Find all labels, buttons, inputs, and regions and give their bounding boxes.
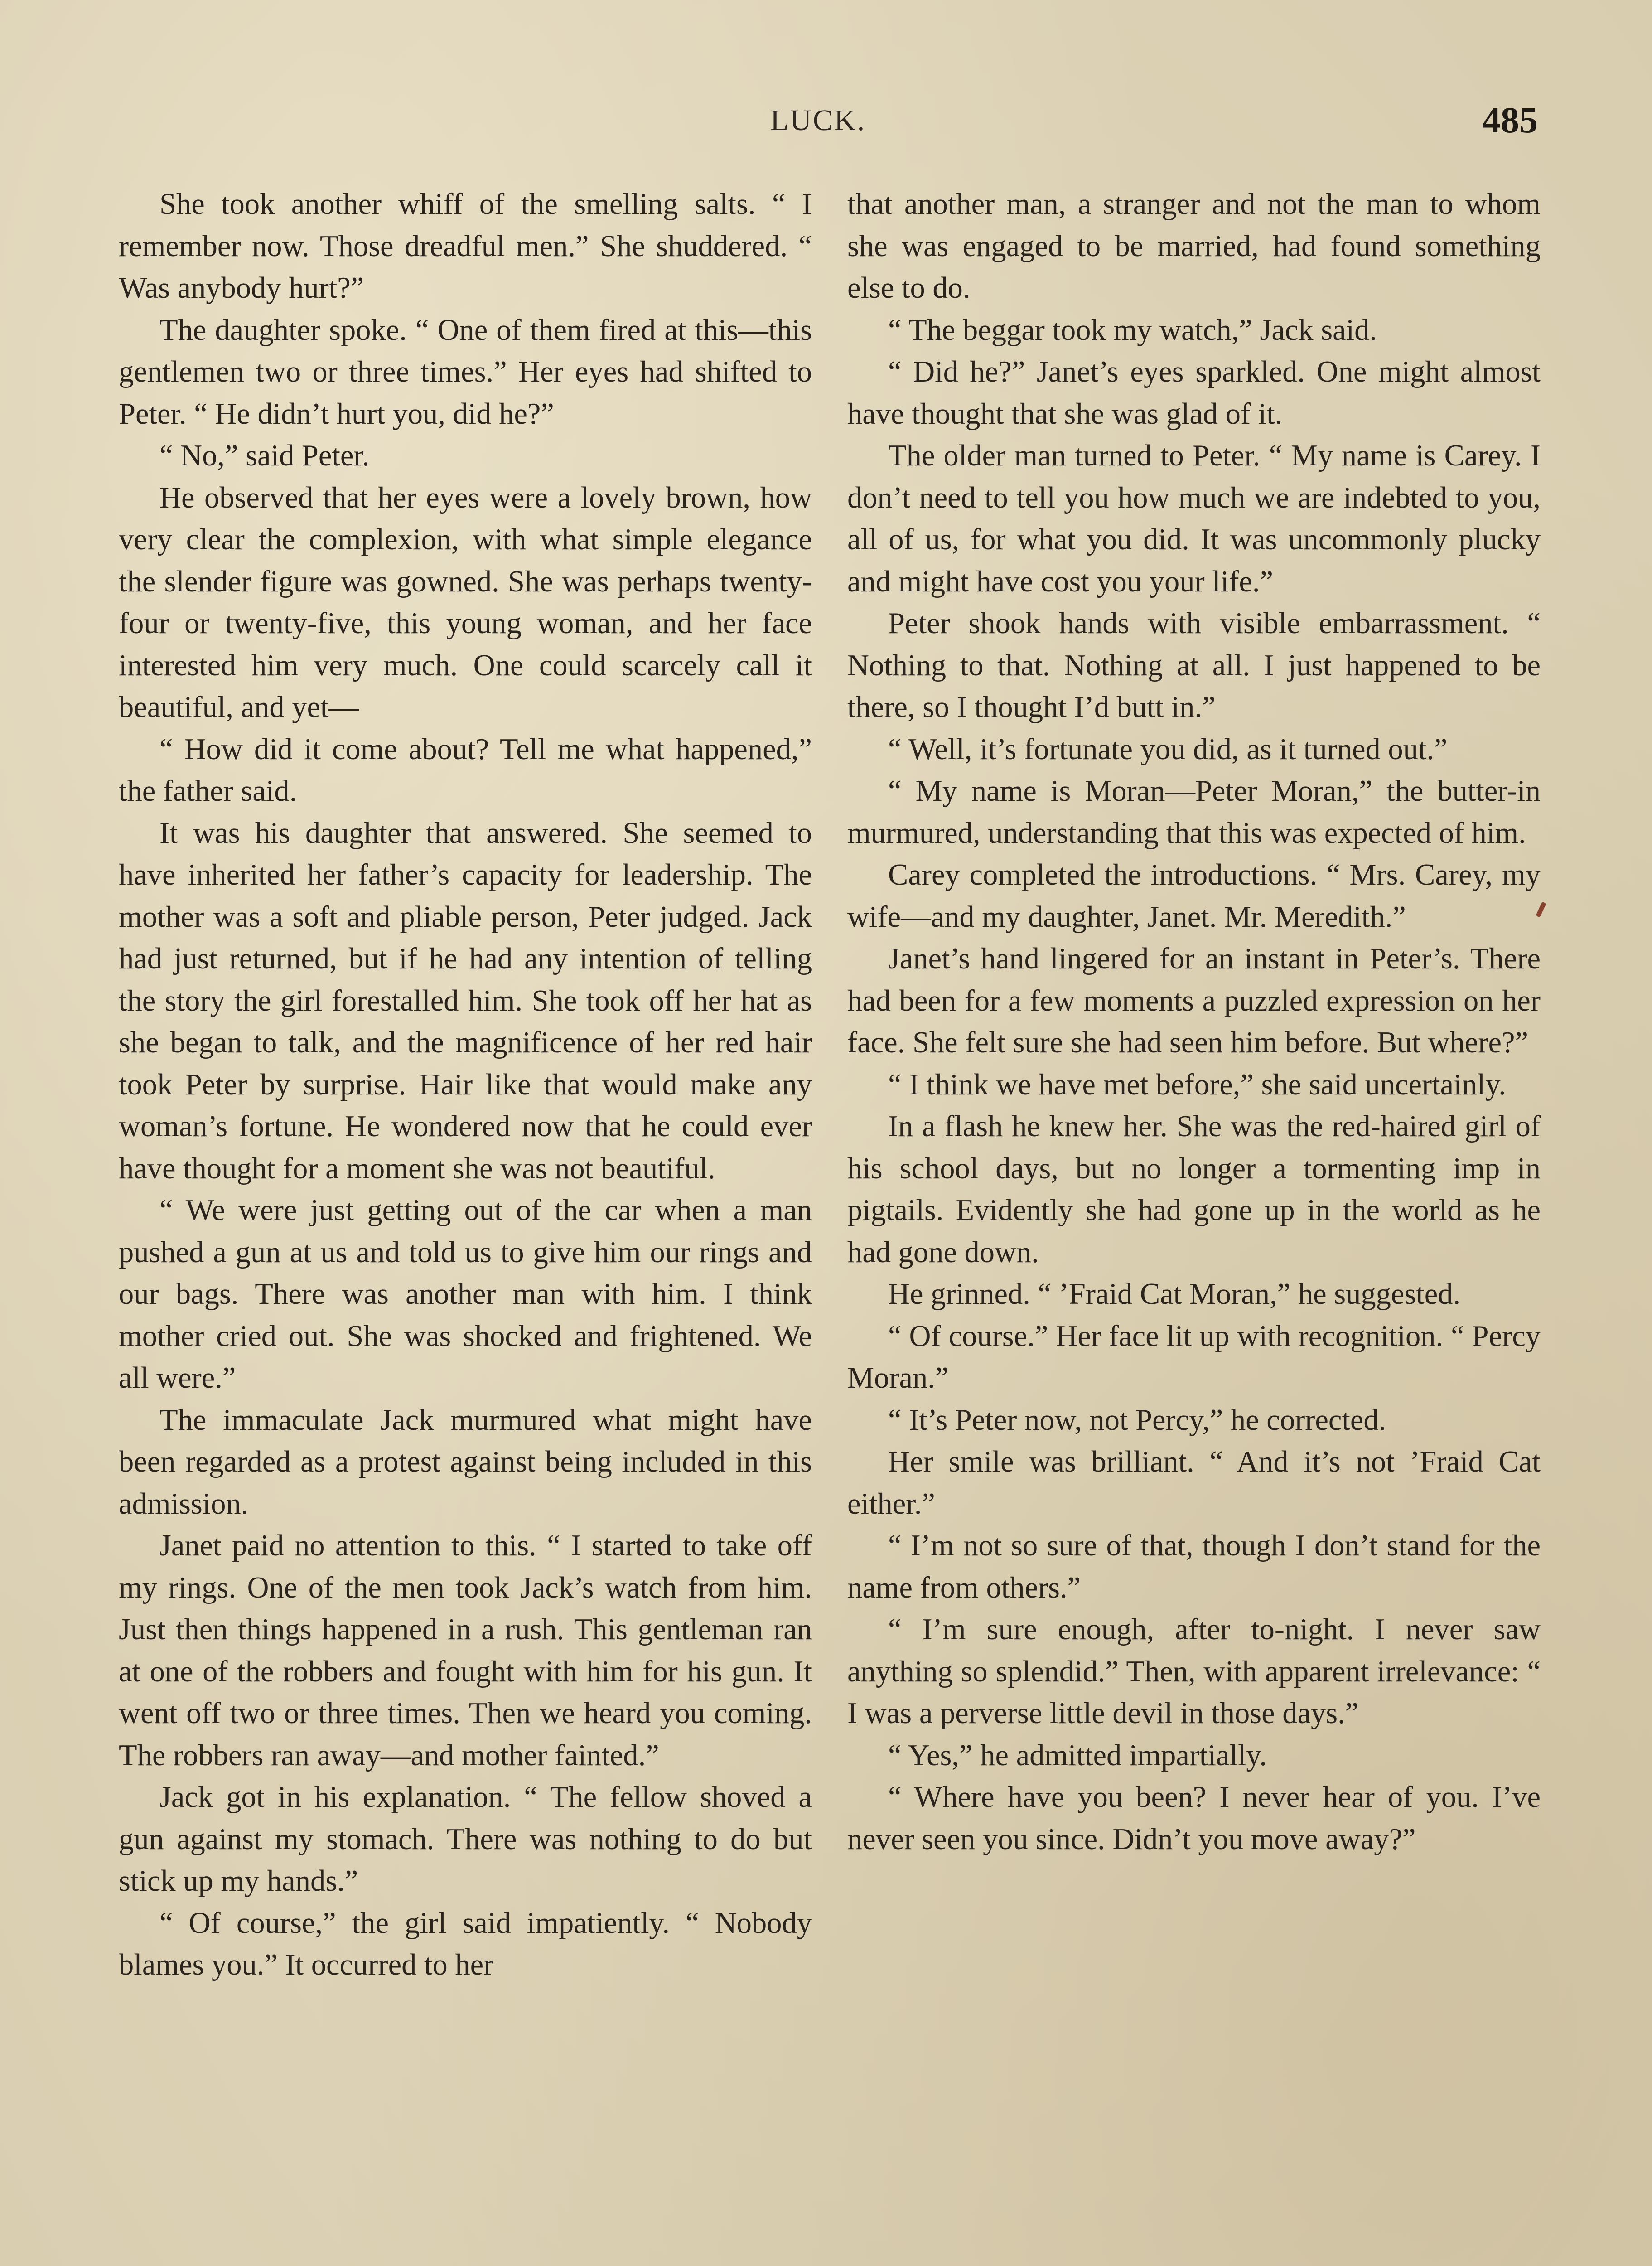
paragraph: “ Of course,” the girl said impatiently. “ Nobody blames you.” It occurred to her [119, 1906, 812, 1981]
paragraph: “ The beggar took my watch,” Jack said. [888, 313, 1377, 347]
paragraph: The immaculate Jack murmured what might have been regarded as a protest against being included in this admission. [119, 1403, 812, 1520]
paragraph: “ Where have you been? I never hear of you. I’ve never seen you since. Didn’t you move away?” [847, 1781, 1541, 1856]
paragraph: Carey completed the introductions. “ Mrs. Carey, my wife—and my daughter, Janet. Mr. Meredith.” [847, 858, 1541, 934]
paragraph: “ My name is Moran—Peter Moran,” the butter-in murmured, understanding that this was expected of him. [847, 775, 1541, 850]
paragraph: “ Yes,” he admitted impartially. [888, 1738, 1267, 1772]
right-column [847, 184, 1541, 2266]
paragraph: The older man turned to Peter. “ My name is Carey. I don’t need to tell you how much we are indebted to you, all of us, for what you did. It was uncommonly plucky and might have cost you your life.” [847, 439, 1541, 598]
paragraph: Her smile was brilliant. “ And it’s not ’Fraid Cat either.” [847, 1445, 1541, 1520]
paragraph: In a flash he knew her. She was the red-haired girl of his school days, but no longer a tormenting imp in pigtails. Evidently she had gone up in the world as he had gone down. [847, 1110, 1541, 1269]
page-header [0, 99, 1652, 153]
paragraph: He observed that her eyes were a lovely brown, how very clear the complexion, with what simple elegance the slender figure was gowned. She was perhaps twenty-four or twenty-five, this young woman, and her face interested him very much. One could scarcely call it beautiful, and yet— [119, 481, 812, 724]
paragraph: “ No,” said Peter. [159, 439, 370, 472]
paragraph: The daughter spoke. “ One of them fired at this—this gentlemen two or three times.” Her eyes had shifted to Peter. “ He didn’t hurt you, did he?” [119, 313, 812, 431]
paragraph: “ We were just getting out of the car when a man pushed a gun at us and told us to give him our rings and our bags. There was another man with him. I think mother cried out. She was shocked and frightened. We all were.” [119, 1194, 812, 1394]
paragraph-continuation: that another man, a stranger and not the man to whom she was engaged to be married, had found something else to do. [847, 188, 1541, 305]
paragraph: “ Did he?” Janet’s eyes sparkled. One might almost have thought that she was glad of it. [847, 355, 1541, 431]
paragraph: “ How did it come about? Tell me what happened,” the father said. [119, 732, 812, 808]
running-title: LUCK. [770, 104, 866, 137]
paragraph: Jack got in his explanation. “ The fellow shoved a gun against my stomach. There was nothing to do but stick up my hands.” [119, 1781, 812, 1898]
paragraph: It was his daughter that answered. She seemed to have inherited her father’s capacity for leadership. The mother was a soft and pliable person, Peter judged. Jack had just returned, but if he had any intention of telling the story the girl forestalled him. She took off her hat as she began to talk, and the magnificence of her red hair took Peter by surprise. Hair like that would make any woman’s fortune. He wondered now that he could ever have thought for a moment she was not beautiful. [119, 816, 812, 1185]
page-number: 485 [1482, 99, 1538, 140]
paragraph: “ It’s Peter now, not Percy,” he corrected. [888, 1403, 1386, 1437]
paragraph: Janet paid no attention to this. “ I started to take off my rings. One of the men took Jack’s watch from him. Just then things happened in a rush. This gentleman ran at one of the robbers and fought with him for his gun. It went off two or three times. Then we heard you coming. The robbers ran away—and mother fainted.” [119, 1529, 812, 1772]
paragraph: Peter shook hands with visible embarrassment. “ Nothing to that. Nothing at all. I just happened to be there, so I thought I’d butt in.” [847, 607, 1541, 724]
paragraph: “ Of course.” Her face lit up with recognition. “ Percy Moran.” [847, 1319, 1541, 1394]
paragraph: He grinned. “ ’Fraid Cat Moran,” he suggested. [888, 1278, 1461, 1311]
paragraph: “ I’m not so sure of that, though I don’t stand for the name from others.” [847, 1529, 1541, 1604]
paragraph: “ I’m sure enough, after to-night. I never saw anything so splendid.” Then, with apparent irrelevance: “ I was a perverse little devil in those days.” [847, 1613, 1541, 1730]
paragraph: She took another whiff of the smelling salts. “ I remember now. Those dreadful men.” She shuddered. “ Was anybody hurt?” [119, 188, 812, 305]
paragraph: “ Well, it’s fortunate you did, as it turned out.” [888, 732, 1448, 766]
paragraph: Janet’s hand lingered for an instant in Peter’s. There had been for a few moments a puzzled expression on her face. She felt sure she had seen him before. But where?” [847, 942, 1541, 1059]
left-column [119, 184, 812, 2266]
paragraph: “ I think we have met before,” she said uncertainly. [888, 1068, 1506, 1101]
